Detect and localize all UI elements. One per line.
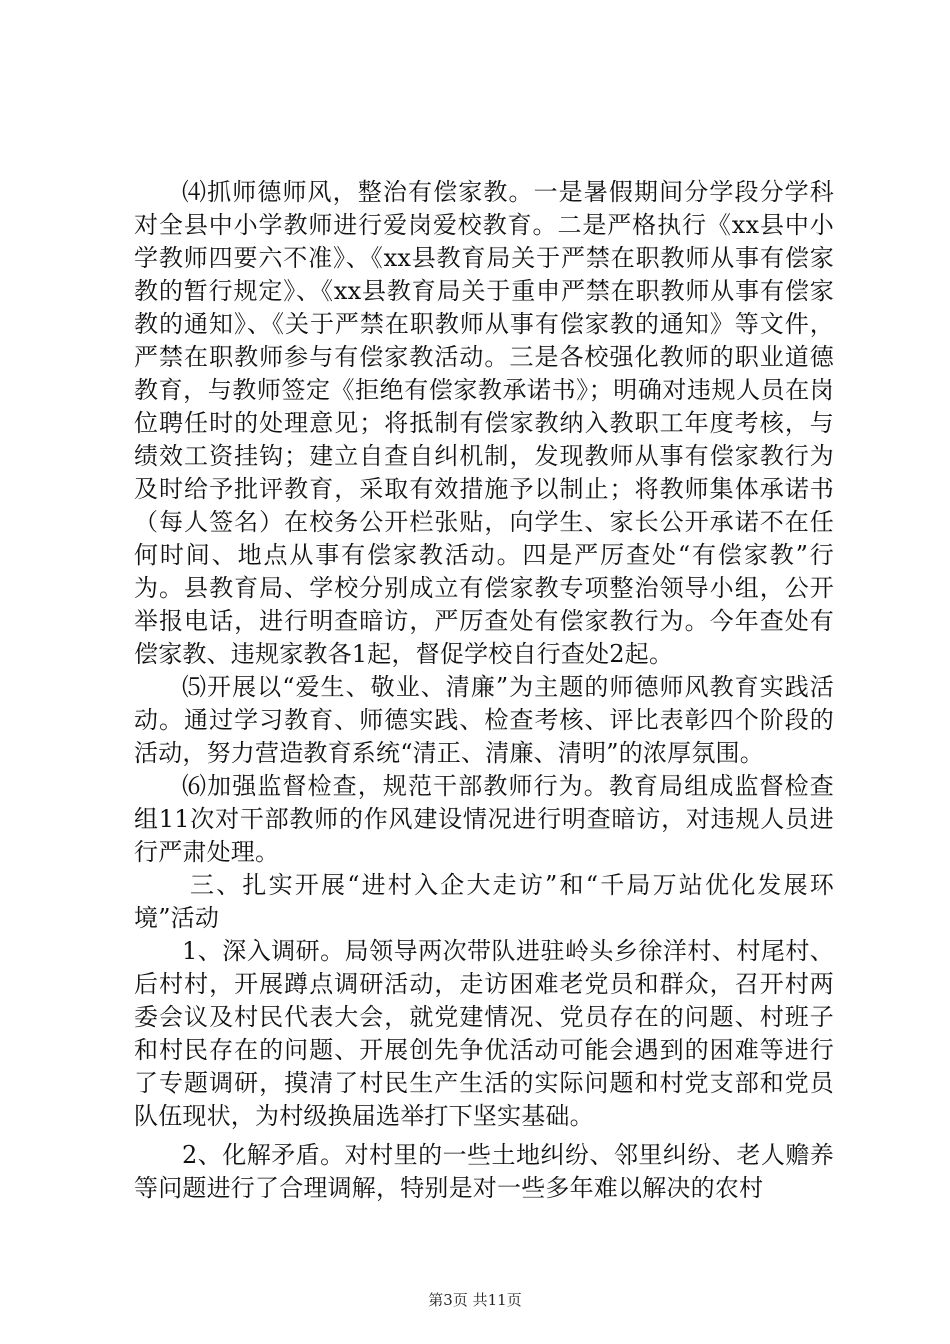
document-body: [134, 176, 834, 1205]
page-number-footer: 第3页 共11页: [428, 1291, 522, 1309]
paragraph-resolve-conflicts: 2、化解矛盾。对村里的一些土地纠纷、邻里纠纷、老人赡养等问题进行了合理调解，特别是对一些多年难以解决的农村: [134, 1141, 834, 1202]
section-heading-three: 三、扎实开展“进村入企大走访”和“千局万站优化发展环境”活动: [134, 871, 834, 932]
paragraph-teacher-ethics: ⑷抓师德师风，整治有偿家教。一是暑假期间分学段分学科对全县中小学教师进行爱岗爱校教育。二是严格执行《xx县中小学教师四要六不准》、《xx县教育局关于严禁在职教师从事有偿家教的暂行规定》、《xx县教育局关于重申严禁在职教师从事有偿家教的通知》、《关于严禁在职教师从事有偿家教的通知》等文件，严禁在职教师参与有偿家教活动。三是各校强化教师的职业道德教育，与教师签定《拒绝有偿家教承诺书》；明确对违规人员在岗位聘任时的处理意见；将抵制有偿家教纳入教职工年度考核，与绩效工资挂钩；建立自查自纠机制，发现教师从事有偿家教行为及时给予批评教育，采取有效措施予以制止；将教师集体承诺书（每人签名）在校务公开栏张贴，向学生、家长公开承诺不在任何时间、地点从事有偿家教活动。四是严厉查处“有偿家教”行为。县教育局、学校分别成立有偿家教专项整治领导小组，公开举报电话，进行明查暗访，严厉查处有偿家教行为。今年查处有偿家教、违规家教各1起，督促学校自行查处2起。: [134, 178, 834, 668]
paragraph-practice-activity: ⑸开展以“爱生、敬业、清廉”为主题的师德师风教育实践活动。通过学习教育、师德实践、检查考核、评比表彰四个阶段的活动，努力营造教育系统“清正、清廉、清明”的浓厚氛围。: [134, 673, 834, 767]
paragraph-research: 1、深入调研。局领导两次带队进驻岭头乡徐洋村、村尾村、后村村，开展蹲点调研活动，走访困难老党员和群众，召开村两委会议及村民代表大会，就党建情况、党员存在的问题、村班子和村民存在的问题、开展创先争优活动可能会遇到的困难等进行了专题调研，摸清了村民生产生活的实际问题和村党支部和党员队伍现状，为村级换届选举打下坚实基础。: [134, 937, 834, 1130]
paragraph-supervision: ⑹加强监督检查，规范干部教师行为。教育局组成监督检查组11次对干部教师的作风建设情况进行明查暗访，对违规人员进行严肃处理。: [134, 772, 834, 866]
